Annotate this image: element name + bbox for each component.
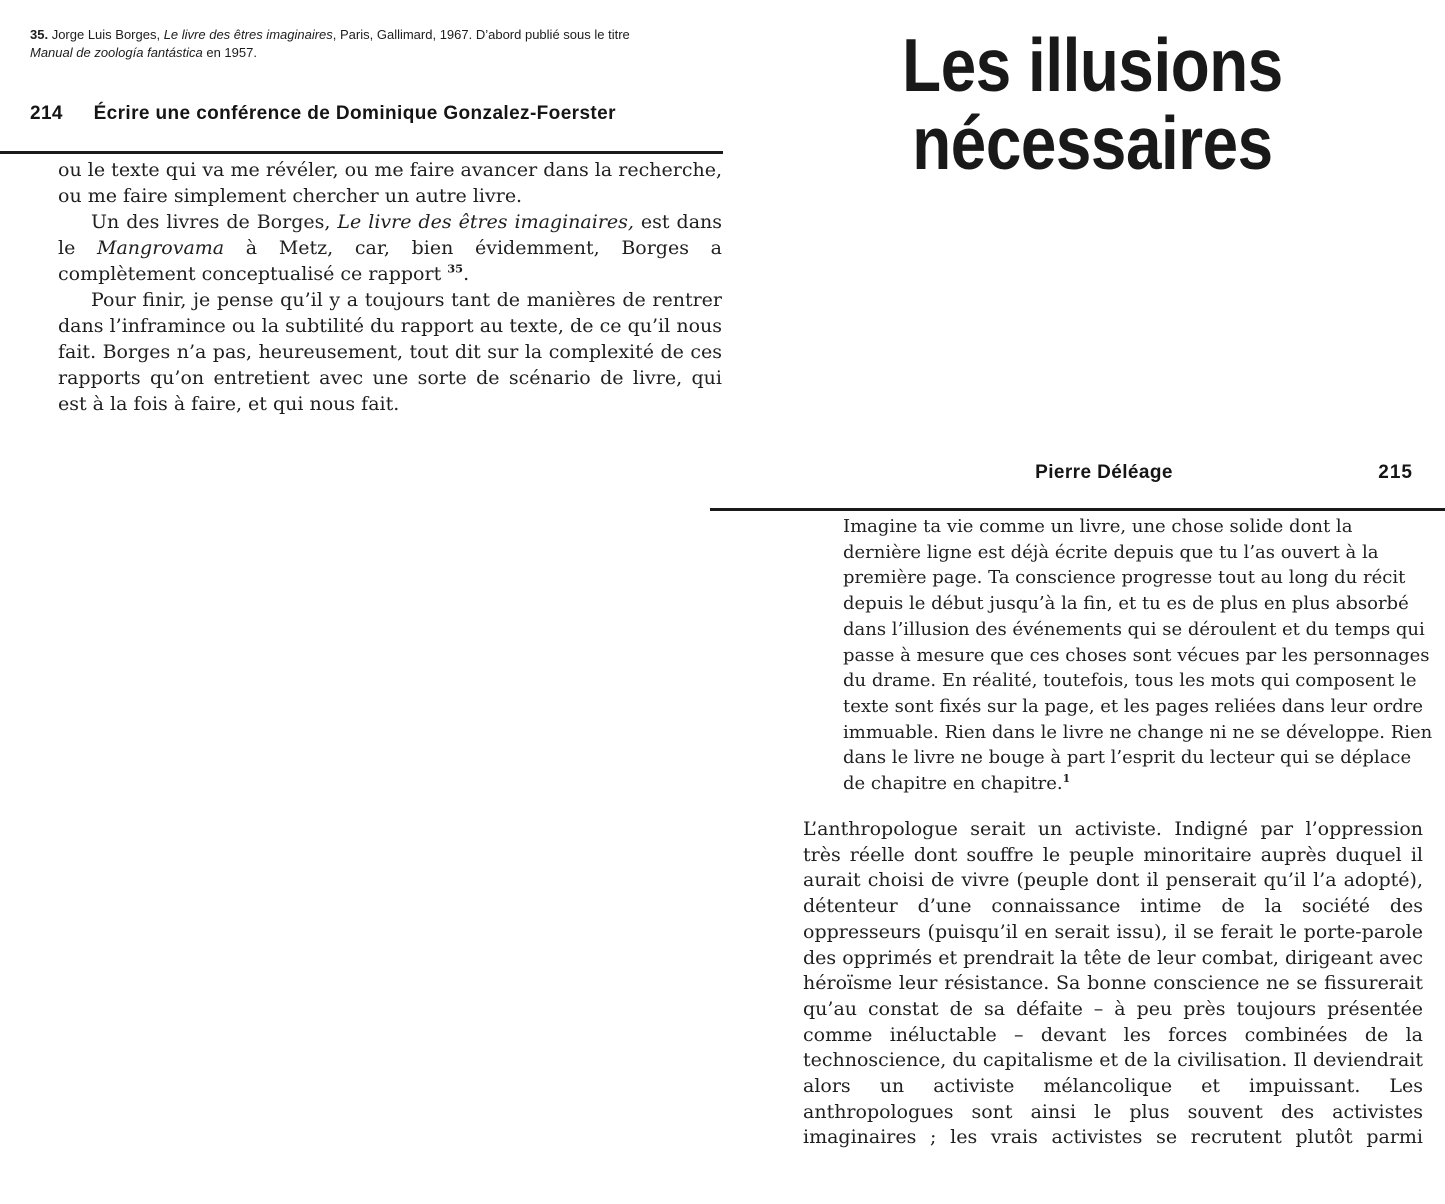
right-page [723,0,1445,1204]
chapter-title-line-2: nécessaires [912,101,1273,185]
left-body-text [58,157,722,417]
footnote-35: 35. Jorge Luis Borges, Le livre des êtres imaginaires, Paris, Gallimard, 1967. D’abord publié sous le titre Manual de zoología fantástica en 1957. [30,27,630,60]
paragraph: Pour finir, je pense qu’il y a toujours tant de manières de rentrer dans l’inframince ou la subtilité du rapport au texte, de ce qu’il nous fait. Borges n’a pas, heureusement, tout dit sur la complexité de ces rapports qu’on entretient avec une sorte de scénario de livre, qui est à la fois à faire, et qui nous fait. [58,289,722,415]
epigraph-quote: Imagine ta vie comme un livre, une chose solide dont la dernière ligne est déjà écrite depuis que tu l’as ouvert à la première page. Ta conscience progresse tout au long du récit depuis le début jusqu’à la fin, et tu es de plus en plus absorbé dans l’illusion des événements qui se déroulent et du temps qui passe à mesure que ces choses sont vécues par les personnages du drame. En réalité, toutefois, tous les mots qui composent le texte sont fixés sur la page, et les pages reliées dans leur ordre immuable. Rien dans le livre ne change ni ne se développe. Rien dans le livre ne bouge à part l’esprit du lecteur qui se déplace de chapitre en chapitre.$^1$ [843,516,1433,795]
chapter-title [778,23,1406,185]
paragraph: Un des livres de Borges, Le livre des êtres imaginaires, est dans le Mangrovama à Metz, car, bien évidemment, Borges a complètement conceptualisé ce rapport $^{35}$. [58,211,723,285]
right-page-number [1378,462,1413,484]
left-page-number: 214 [30,103,63,124]
right-body-text [803,817,1423,1151]
right-page-number-value: 215 [1378,462,1413,483]
author-name: Pierre Déléage [1035,462,1173,483]
chapter-title-line-1: Les illusions [902,23,1283,107]
left-running-head [30,103,616,125]
left-chapter-running-title: Écrire une conférence de Dominique Gonzalez-Foerster [93,103,616,124]
left-text-block-rule [0,151,723,154]
right-text-block-rule [710,508,1445,511]
paragraph: L’anthropologue serait un activiste. Indigné par l’oppression très réelle dont souffre le peuple minoritaire auprès duquel il aurait choisi de vivre (peuple dont il penserait qu’il l’a adopté), détenteur d’une connaissance intime de la société des oppresseurs (puisqu’il en serait issu), il se ferait le porte-parole des opprimés et prendrait la tête de leur combat, dirigeant avec héroïsme leur résistance. Sa bonne conscience ne se fissurerait qu’au constat de sa défaite – à peu près toujours présentée comme inéluctable – devant les forces combinées de la technoscience, du capitalisme et de la civilisation. Il deviendrait alors un activiste mélancolique et impuissant. Les anthropologues sont ainsi le plus souvent des activistes imaginaires ; les vrais activistes se recrutent plutôt parmi [803,818,1423,1149]
paragraph: ou le texte qui va me révéler, ou me faire avancer dans la recherche, ou me faire simplement chercher un autre livre. [58,159,722,207]
author-running-head [808,462,1400,484]
